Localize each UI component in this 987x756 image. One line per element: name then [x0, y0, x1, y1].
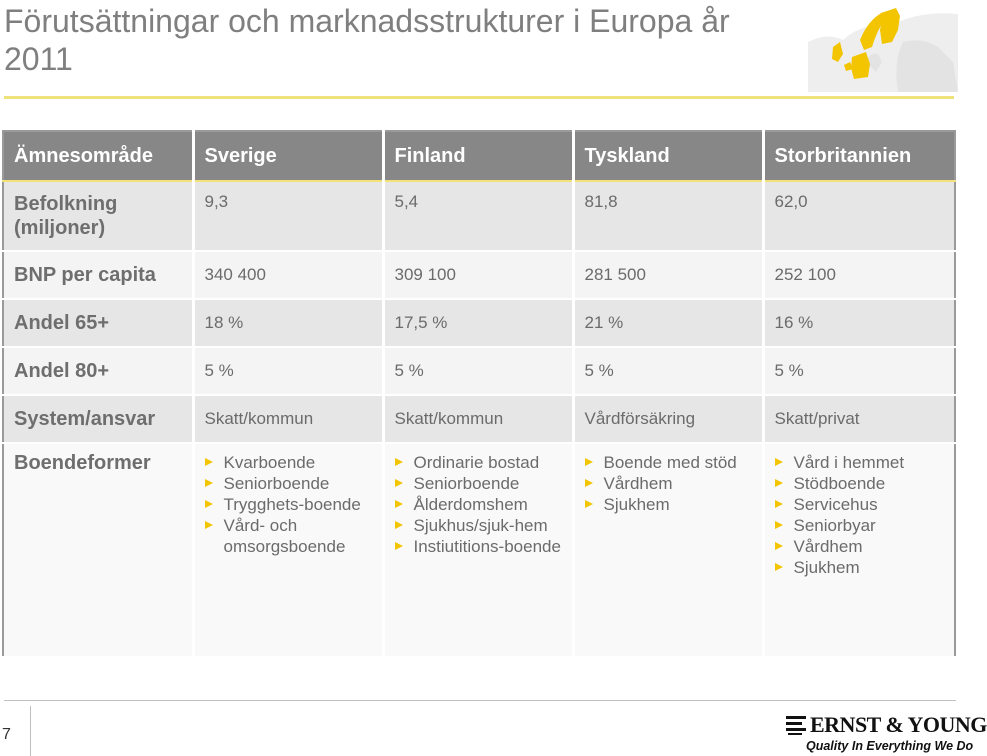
list-item: [205, 494, 372, 515]
row-label: Andel 80+: [3, 347, 193, 395]
table-cell: 5 %: [763, 347, 955, 395]
list-item-text: Sjukhem: [603, 495, 670, 514]
title-underline: [4, 96, 954, 99]
housing-list-tyskland: [585, 452, 752, 515]
triangle-bullet-icon: [775, 542, 783, 550]
list-item-text: Vårdhem: [603, 474, 673, 493]
slide-title: Förutsättningar och marknadsstrukturer i Europa år 2011: [4, 3, 730, 77]
table-cell: [573, 443, 763, 657]
list-item-text: Trygghets-boende: [223, 495, 361, 514]
list-item: [775, 452, 945, 473]
list-item-text: Kvarboende: [223, 453, 316, 472]
table-cell: 17,5 %: [383, 299, 573, 347]
table-cell: 252 100: [763, 251, 955, 299]
table-row-system: [3, 395, 955, 443]
table-cell: 340 400: [193, 251, 383, 299]
header-amnesomrade: Ämnesområde: [3, 131, 193, 181]
row-label: Befolkning (miljoner): [3, 181, 193, 251]
footer-vertical-divider: [30, 706, 31, 756]
list-item-text: Seniorboende: [413, 474, 520, 493]
europe-map-icon: [808, 2, 958, 92]
list-item-text: Vård i hemmet: [793, 453, 905, 472]
housing-list-storbritannien: [775, 452, 945, 578]
table-cell: 9,3: [193, 181, 383, 251]
table-row-andel-65: [3, 299, 955, 347]
list-item-text: Sjukhus/sjuk-hem: [413, 516, 548, 535]
list-item: [775, 515, 945, 536]
triangle-bullet-icon: [775, 563, 783, 571]
header-storbritannien: Storbritannien: [763, 131, 955, 181]
list-item: [775, 557, 945, 578]
list-item: [395, 515, 562, 536]
triangle-bullet-icon: [775, 521, 783, 529]
table-cell: 62,0: [763, 181, 955, 251]
table-cell: Vårdförsäkring: [573, 395, 763, 443]
triangle-bullet-icon: [205, 500, 213, 508]
list-item: [395, 473, 562, 494]
list-item-text: Servicehus: [793, 495, 878, 514]
triangle-bullet-icon: [585, 500, 593, 508]
list-item: [205, 452, 372, 473]
list-item-text: Boende med stöd: [603, 453, 737, 472]
triangle-bullet-icon: [395, 542, 403, 550]
list-item-text: Sjukhem: [793, 558, 860, 577]
table-row-bnp: [3, 251, 955, 299]
list-item-text: Ålderdomshem: [413, 495, 528, 514]
triangle-bullet-icon: [395, 458, 403, 466]
table-cell: 309 100: [383, 251, 573, 299]
triangle-bullet-icon: [205, 479, 213, 487]
table-cell: 21 %: [573, 299, 763, 347]
list-item-text: Vårdhem: [793, 537, 863, 556]
list-item: [585, 452, 752, 473]
table-cell: 5 %: [193, 347, 383, 395]
list-item: [775, 473, 945, 494]
table-cell: Skatt/kommun: [193, 395, 383, 443]
table-cell: 5,4: [383, 181, 573, 251]
triangle-bullet-icon: [395, 521, 403, 529]
list-item: [205, 515, 372, 557]
triangle-bullet-icon: [205, 521, 213, 529]
list-item: [395, 536, 562, 557]
list-item-text: Seniorboende: [223, 474, 330, 493]
housing-list-finland: [395, 452, 562, 557]
housing-list-sverige: [205, 452, 372, 557]
table-cell: [193, 443, 383, 657]
triangle-bullet-icon: [775, 500, 783, 508]
comparison-table: [2, 130, 956, 658]
list-item: [775, 536, 945, 557]
ernst-young-logo: [786, 712, 987, 756]
table-cell: Skatt/kommun: [383, 395, 573, 443]
list-item: [395, 494, 562, 515]
triangle-bullet-icon: [585, 479, 593, 487]
row-label: Boendeformer: [3, 443, 193, 657]
row-label: System/ansvar: [3, 395, 193, 443]
row-label: Andel 65+: [3, 299, 193, 347]
header-finland: Finland: [383, 131, 573, 181]
ey-beam-icon: [786, 714, 806, 736]
page-number: 7: [2, 726, 11, 743]
list-item: [775, 494, 945, 515]
table-row-andel-80: [3, 347, 955, 395]
triangle-bullet-icon: [775, 458, 783, 466]
table-cell: [383, 443, 573, 657]
logo-name: ERNST & YOUNG: [810, 712, 987, 737]
table-row-befolkning: [3, 181, 955, 251]
list-item-text: Ordinarie bostad: [413, 453, 540, 472]
table-cell: 5 %: [573, 347, 763, 395]
table-cell: 5 %: [383, 347, 573, 395]
table-cell: 81,8: [573, 181, 763, 251]
table-row-boendeformer: [3, 443, 955, 657]
table-cell: Skatt/privat: [763, 395, 955, 443]
list-item: [585, 473, 752, 494]
triangle-bullet-icon: [585, 458, 593, 466]
header-tyskland: Tyskland: [573, 131, 763, 181]
triangle-bullet-icon: [395, 500, 403, 508]
list-item: [205, 473, 372, 494]
triangle-bullet-icon: [395, 479, 403, 487]
list-item: [585, 494, 752, 515]
list-item: [395, 452, 562, 473]
table-header-row: [3, 131, 955, 181]
table-cell: [763, 443, 955, 657]
table-cell: 16 %: [763, 299, 955, 347]
triangle-bullet-icon: [205, 458, 213, 466]
table-cell: 281 500: [573, 251, 763, 299]
logo-tagline: Quality In Everything We Do: [806, 739, 974, 753]
triangle-bullet-icon: [775, 479, 783, 487]
header-sverige: Sverige: [193, 131, 383, 181]
list-item-text: Instiutitions-boende: [413, 537, 561, 556]
row-label: BNP per capita: [3, 251, 193, 299]
footer-divider-line: [4, 700, 956, 701]
list-item-text: Stödboende: [793, 474, 886, 493]
list-item-text: Vård- och omsorgsboende: [223, 516, 346, 556]
list-item-text: Seniorbyar: [793, 516, 876, 535]
table-cell: 18 %: [193, 299, 383, 347]
